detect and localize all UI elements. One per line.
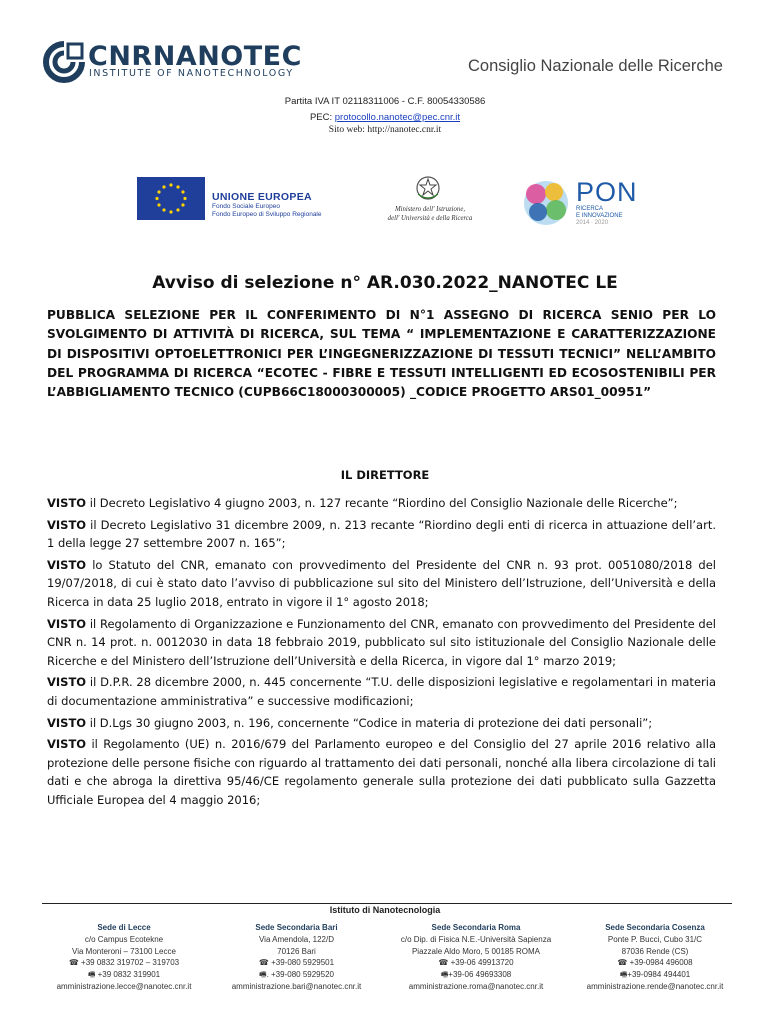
- fax-line: 🖷+39-0984 494401: [619, 970, 691, 980]
- premise-paragraph: VISTO il Regolamento (UE) n. 2016/679 del Parlamento europeo e del Consiglio del 27 aprile 2016 relativo alla protezione delle persone fisiche con riguardo al trattamento dei dati personali, nonché alla libera circolazione di tali dati e che abroga la direttiva 95/46/CE regolamento generale sulla protezione dei dati pubblicato sulla Gazzetta Ufficiale Europea del 4 maggio 2016;: [47, 737, 716, 807]
- logo-wordmark: CNRNANOTEC: [88, 41, 302, 72]
- phone-line: ☎ +39-0984 496008: [617, 958, 693, 968]
- visto-label: VISTO: [47, 737, 87, 752]
- pec-email-link[interactable]: protocollo.nanotec@pec.cnr.it: [334, 112, 461, 123]
- pon-sub-2: E INNOVAZIONE: [576, 213, 623, 219]
- eu-fund-1: Fondo Sociale Europeo: [212, 203, 280, 210]
- eu-funding-label: [212, 191, 322, 219]
- footer-heading: Sede Secondaria Bari: [255, 923, 338, 932]
- miur-line-2: dell' Università e della Ricerca: [387, 215, 473, 222]
- email-link[interactable]: amministrazione.bari@nanotec.cnr.it: [231, 981, 362, 991]
- organization-name: Consiglio Nazionale delle Ricerche: [468, 57, 723, 75]
- pec-line: [0, 112, 770, 123]
- pon-title: PON: [576, 177, 638, 207]
- visto-label: VISTO: [47, 616, 87, 631]
- premise-paragraph: VISTO il Regolamento di Organizzazione e Funzionamento del CNR, emanato con provvedimento del Presidente del CNR n. 14 prot. n. 0012030 in data 18 febbraio 2019, pubblicato sul sito istituzionale del Consiglio Nazionale delle Ricerche e del Ministero dell’Istruzione dell’Università e della Ricerca, in vigore dal 1° marzo 2019;: [47, 616, 716, 668]
- premises-list: [47, 494, 716, 813]
- pec-label: PEC:: [309, 112, 335, 123]
- email-link[interactable]: amministrazione.lecce@nanotec.cnr.it: [56, 981, 192, 991]
- fax-line: 🖷+39-06 49693308: [440, 970, 512, 980]
- premise-paragraph: VISTO il Decreto Legislativo 31 dicembre 2009, n. 213 recante “Riordino degli enti di ricerca in attuazione dell’art. 1 della legge 27 settembre 2007 n. 165”;: [47, 517, 716, 551]
- phone-line: ☎ +39 0832 319702 – 319703: [68, 958, 180, 968]
- footer-sede-lecce: Sede di Lecce c/o Campus Ecotekne Via Monteroni – 73100 Lecce ☎ +39 0832 319702 – 319703 🖷 +39 0832 319901 amministrazione.lecce@nanotec.cnr.it: [40, 922, 208, 993]
- footer-sede-roma: Sede Secondaria Roma c/o Dip. di Fisica N.E.-Università Sapienza Piazzale Aldo Moro, 5 00185 ROMA ☎ +39-06 49913720 🖷+39-06 49693308 amministrazione.roma@nanotec.cnr.it: [384, 922, 568, 993]
- visto-label: VISTO: [47, 675, 87, 690]
- premise-paragraph: VISTO il D.Lgs 30 giugno 2003, n. 196, concernente “Codice in materia di protezione dei dati personali”;: [47, 715, 653, 730]
- visto-label: VISTO: [47, 715, 87, 730]
- footer-sede-cosenza: Sede Secondaria Cosenza Ponte P. Bucci, Cubo 31/C 87036 Rende (CS) ☎ +39-0984 496008 🖷+39-0984 494401 amministrazione.rende@nanotec.cnr.it: [570, 922, 740, 993]
- miur-label: [370, 205, 490, 223]
- tax-id-line: Partita IVA IT 02118311006 - C.F. 80054330586: [284, 96, 486, 107]
- email-link[interactable]: amministrazione.rende@nanotec.cnr.it: [586, 981, 724, 991]
- footer-sede-bari: Sede Secondaria Bari Via Amendola, 122/D 70126 Bari ☎ +39-080 5929501 🖷. +39-080 5929520 amministrazione.bari@nanotec.cnr.it: [214, 922, 379, 993]
- notice-subject: PUBBLICA SELEZIONE PER IL CONFERIMENTO DI N°1 ASSEGNO DI RICERCA SENIO PER LO SVOLGIMENTO DI ATTIVITÀ DI RICERCA, SUL TEMA “ IMPLEMENTAZIONE E CARATTERIZZAZIONE DI DISPOSITIVI OPTOELETTRONICI PER L’INGEGNERIZZAZIONE DI TESSUTI TECNICI” NELL’AMBITO DEL PROGRAMMA DI RICERCA “ECOTEC - FIBRE E TESSUTI INTELLIGENTI ED ECOSOSTENIBILI PER L’ABBIGLIAMENTO TECNICO (CUPB66C18000300005) _CODICE PROGETTO ARS01_00951”: [47, 308, 716, 400]
- footer-title: Istituto di Nanotecnologia: [329, 905, 441, 915]
- premise-paragraph: VISTO lo Statuto del CNR, emanato con provvedimento del Presidente del CNR n. 93 prot. 0051080/2018 del 19/07/2018, di cui è stato dato l’avviso di pubblicazione sul sito del Ministero dell’Istruzione, dell’Università e della Ricerca in data 25 luglio 2018, entrato in vigore il 1° agosto 2018;: [47, 557, 716, 609]
- eu-title: UNIONE EUROPEA: [212, 191, 312, 203]
- website-line: Sito web: http://nanotec.cnr.it: [328, 125, 442, 135]
- premise-paragraph: VISTO il D.P.R. 28 dicembre 2000, n. 445 concernente “T.U. delle disposizioni legislative e regolamentari in materia di documentazione amministrativa” e successive modificazioni;: [47, 675, 716, 708]
- eu-fund-2: Fondo Europeo di Sviluppo Regionale: [212, 211, 322, 218]
- pon-years: 2014 · 2020: [576, 220, 609, 226]
- premise-paragraph: VISTO il Decreto Legislativo 4 giugno 2003, n. 127 recante “Riordino del Consiglio Nazionale delle Ricerche”;: [47, 496, 678, 510]
- fax-line: 🖷 +39 0832 319901: [87, 970, 161, 980]
- logo-tagline: INSTITUTE OF NANOTECHNOLOGY: [89, 68, 294, 79]
- visto-label: VISTO: [47, 517, 87, 532]
- footer-heading: Sede Secondaria Roma: [431, 923, 521, 932]
- miur-line-1: Ministero dell' Istruzione,: [394, 206, 466, 213]
- eu-flag-icon: [137, 177, 205, 220]
- fax-line: 🖷. +39-080 5929520: [259, 970, 334, 980]
- director-heading: IL DIRETTORE: [340, 468, 430, 482]
- phone-line: ☎ +39-080 5929501: [258, 958, 335, 968]
- italian-republic-emblem-icon: [414, 174, 442, 202]
- footer-divider: [42, 903, 732, 904]
- notice-title: Avviso di selezione n° AR.030.2022_NANOTEC LE: [152, 273, 618, 293]
- visto-label: VISTO: [47, 496, 87, 510]
- pon-label: [576, 178, 638, 227]
- pon-sub-1: RICERCA: [576, 206, 604, 212]
- footer-heading: Sede di Lecce: [97, 923, 151, 932]
- pon-dots-icon: [520, 178, 572, 228]
- footer-heading: Sede Secondaria Cosenza: [605, 923, 705, 932]
- email-link[interactable]: amministrazione.roma@nanotec.cnr.it: [408, 981, 544, 991]
- cnr-nanotec-logo: [42, 40, 332, 84]
- nanotec-logo-mark-icon: [42, 40, 86, 84]
- phone-line: ☎ +39-06 49913720: [438, 958, 514, 968]
- visto-label: VISTO: [47, 557, 87, 572]
